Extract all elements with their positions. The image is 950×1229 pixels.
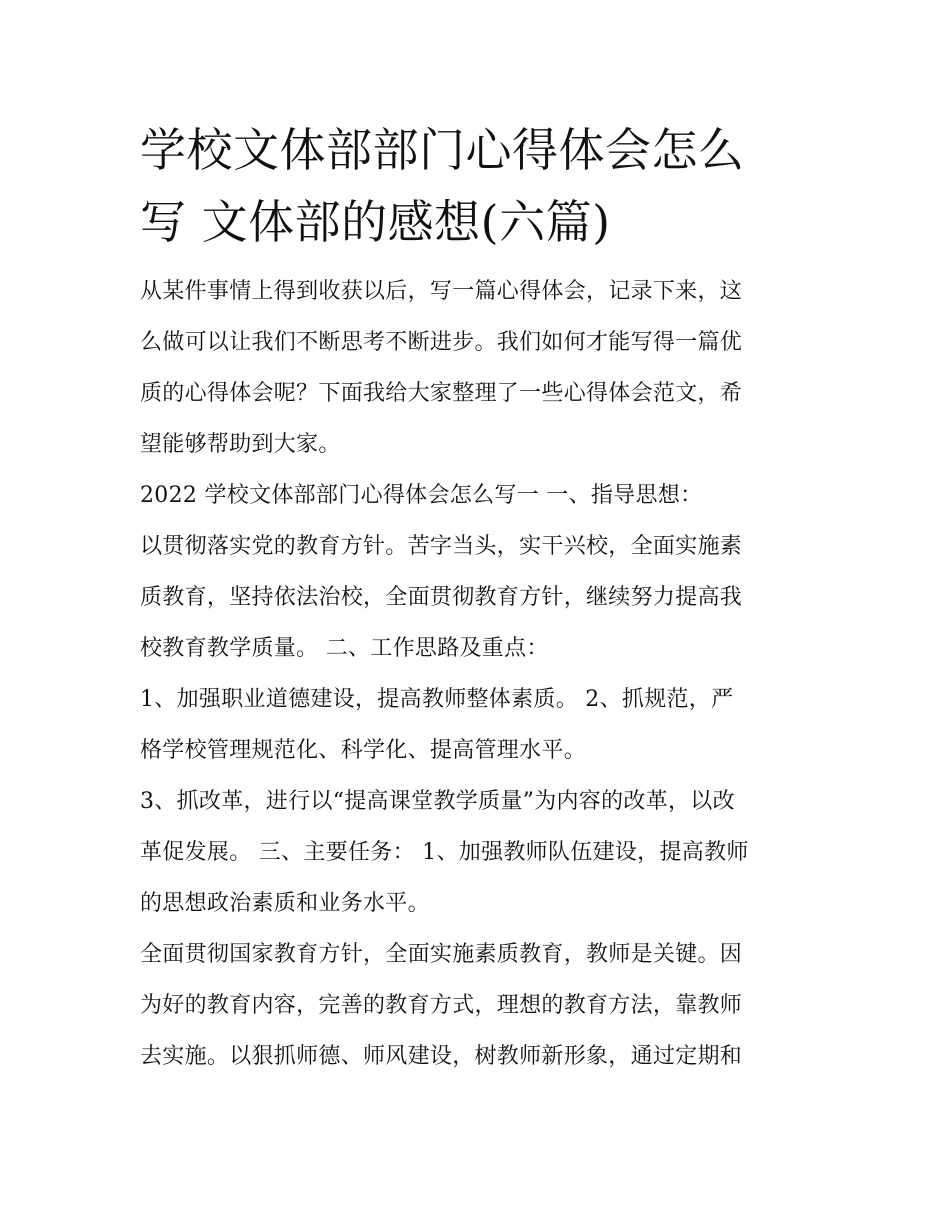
teacher-paragraph [140, 929, 812, 1082]
text-line: 质的心得体会呢？下面我给大家整理了一些心得体会范文，希 [140, 381, 743, 406]
text-line: 质教育，坚持依法治校，全面贯彻教育方针，继续努力提高我 [140, 585, 743, 610]
document-title [140, 114, 812, 258]
text-line: 以贯彻落实党的教育方针。苦字当头，实干兴校，全面实施素 [140, 534, 743, 559]
title-line-2: 写 文体部的感想(六篇) [140, 195, 611, 249]
text-line: 革促发展。 三、主要任务： 1、加强教师队伍建设，提高教师 [140, 840, 749, 865]
text-line: 格学校管理规范化、科学化、提高管理水平。 [140, 738, 587, 763]
text-line: 的思想政治素质和业务水平。 [140, 891, 430, 916]
work-points-paragraph-2 [140, 776, 812, 929]
text-line: 望能够帮助到大家。 [140, 432, 341, 457]
intro-paragraph [140, 266, 812, 470]
title-line-1: 学校文体部部门心得体会怎么 [140, 123, 745, 177]
text-line: 校教育教学质量。 二、工作思路及重点： [140, 636, 549, 661]
text-line: 么做可以让我们不断思考不断进步。我们如何才能写得一篇优 [140, 330, 743, 355]
text-line: 3、抓改革，进行以“提高课堂教学质量”为内容的改革，以改 [140, 789, 735, 814]
document-content [140, 114, 812, 1082]
text-line: 1、加强职业道德建设，提高教师整体素质。 2、抓规范，严 [140, 687, 734, 712]
work-points-paragraph-1 [140, 674, 812, 776]
text-line: 去实施。以狠抓师德、师风建设，树教师新形象，通过定期和 [140, 1044, 743, 1069]
text-line: 全面贯彻国家教育方针，全面实施素质教育，教师是关键。因 [140, 942, 743, 967]
section-heading-paragraph [140, 470, 812, 521]
guiding-thought-paragraph [140, 521, 812, 674]
text-line: 从某件事情上得到收获以后，写一篇心得体会，记录下来，这 [140, 279, 743, 304]
text-line: 为好的教育内容，完善的教育方式，理想的教育方法，靠教师 [140, 993, 743, 1018]
text-line: 2022 学校文体部部门心得体会怎么写一 一、指导思想： [140, 483, 703, 508]
